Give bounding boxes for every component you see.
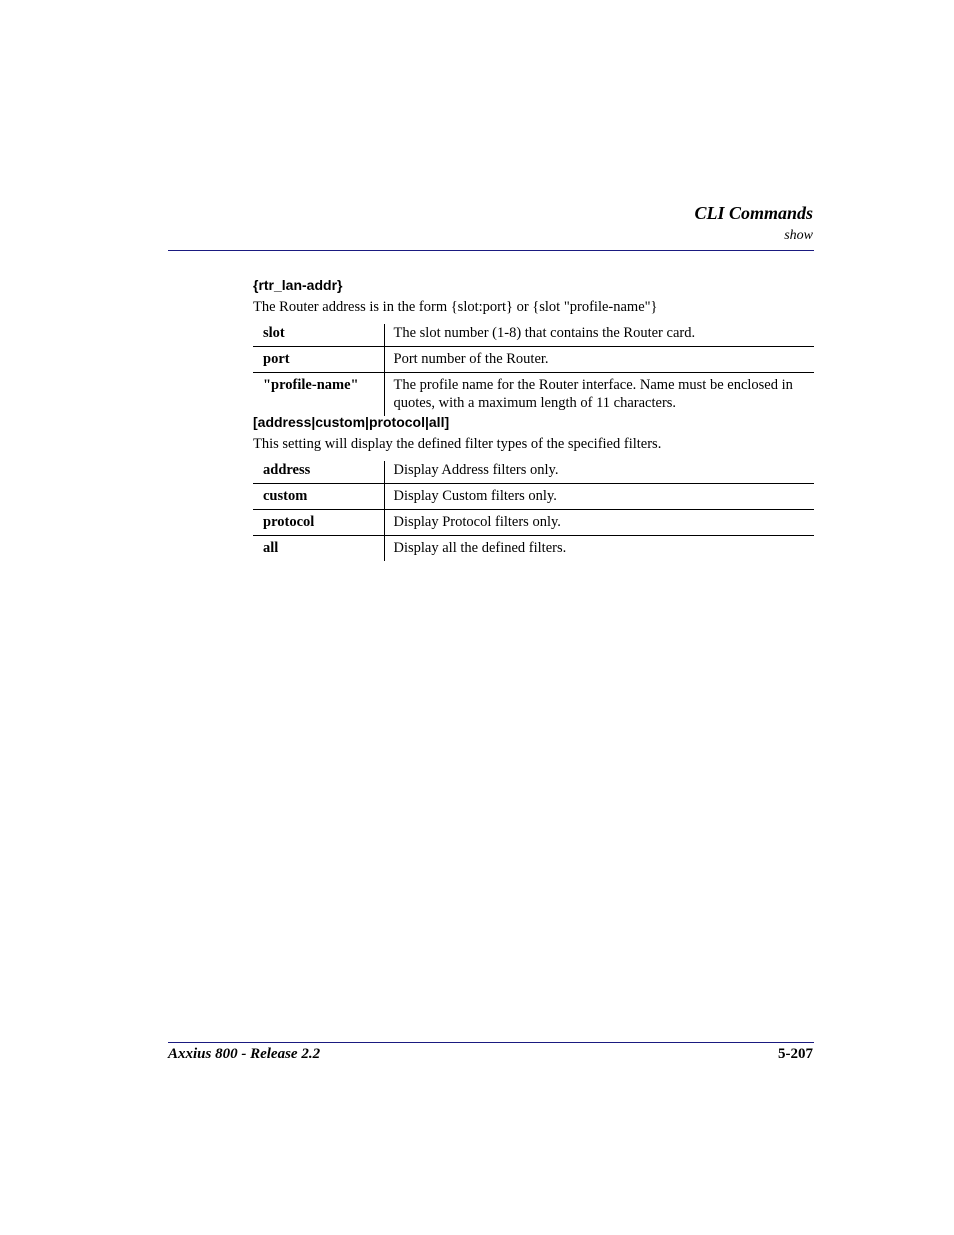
header-rule — [168, 250, 814, 251]
param-description: Display all the defined filters. — [393, 540, 567, 556]
table-row — [253, 373, 814, 417]
param-description: Display Protocol filters only. — [384, 510, 814, 536]
section-heading-filter-types: [address|custom|protocol|all] — [253, 414, 450, 430]
param-description: Display Custom filters only. — [384, 484, 814, 510]
footer-rule — [168, 1042, 814, 1043]
footer-page-number: 5-207 — [778, 1046, 813, 1062]
table-row — [253, 536, 814, 562]
table-row — [253, 461, 814, 484]
parameter-table-filter-types — [253, 461, 814, 561]
param-description: Display Address filters only. — [384, 461, 814, 484]
param-term: "profile-name" — [253, 373, 384, 417]
section-intro-rtr-lan-addr: The Router address is in the form {slot:port} or {slot "profile-name"} — [253, 299, 658, 315]
footer-product: Axxius 800 - Release 2.2 — [168, 1046, 321, 1062]
param-term: address — [253, 461, 384, 484]
param-description: Port number of the Router. — [384, 347, 814, 373]
table-row — [253, 347, 814, 373]
param-term: slot — [253, 324, 384, 347]
section-heading-rtr-lan-addr: {rtr_lan-addr} — [253, 277, 343, 293]
table-row — [253, 324, 814, 347]
param-term: all — [253, 536, 384, 562]
param-term: port — [253, 347, 384, 373]
table-row — [253, 484, 814, 510]
param-term: protocol — [253, 510, 384, 536]
param-description: The profile name for the Router interface. Name must be enclosed in quotes, with a maximum length of 11 characters. — [393, 377, 793, 411]
running-header-subtitle: show — [784, 228, 813, 243]
param-description: The slot number (1-8) that contains the Router card. — [384, 324, 814, 347]
running-header-title: CLI Commands — [694, 203, 813, 223]
param-term: custom — [253, 484, 384, 510]
section-intro-filter-types: This setting will display the defined filter types of the specified filters. — [253, 436, 662, 452]
table-row — [253, 510, 814, 536]
parameter-table-rtr-lan-addr — [253, 324, 814, 416]
